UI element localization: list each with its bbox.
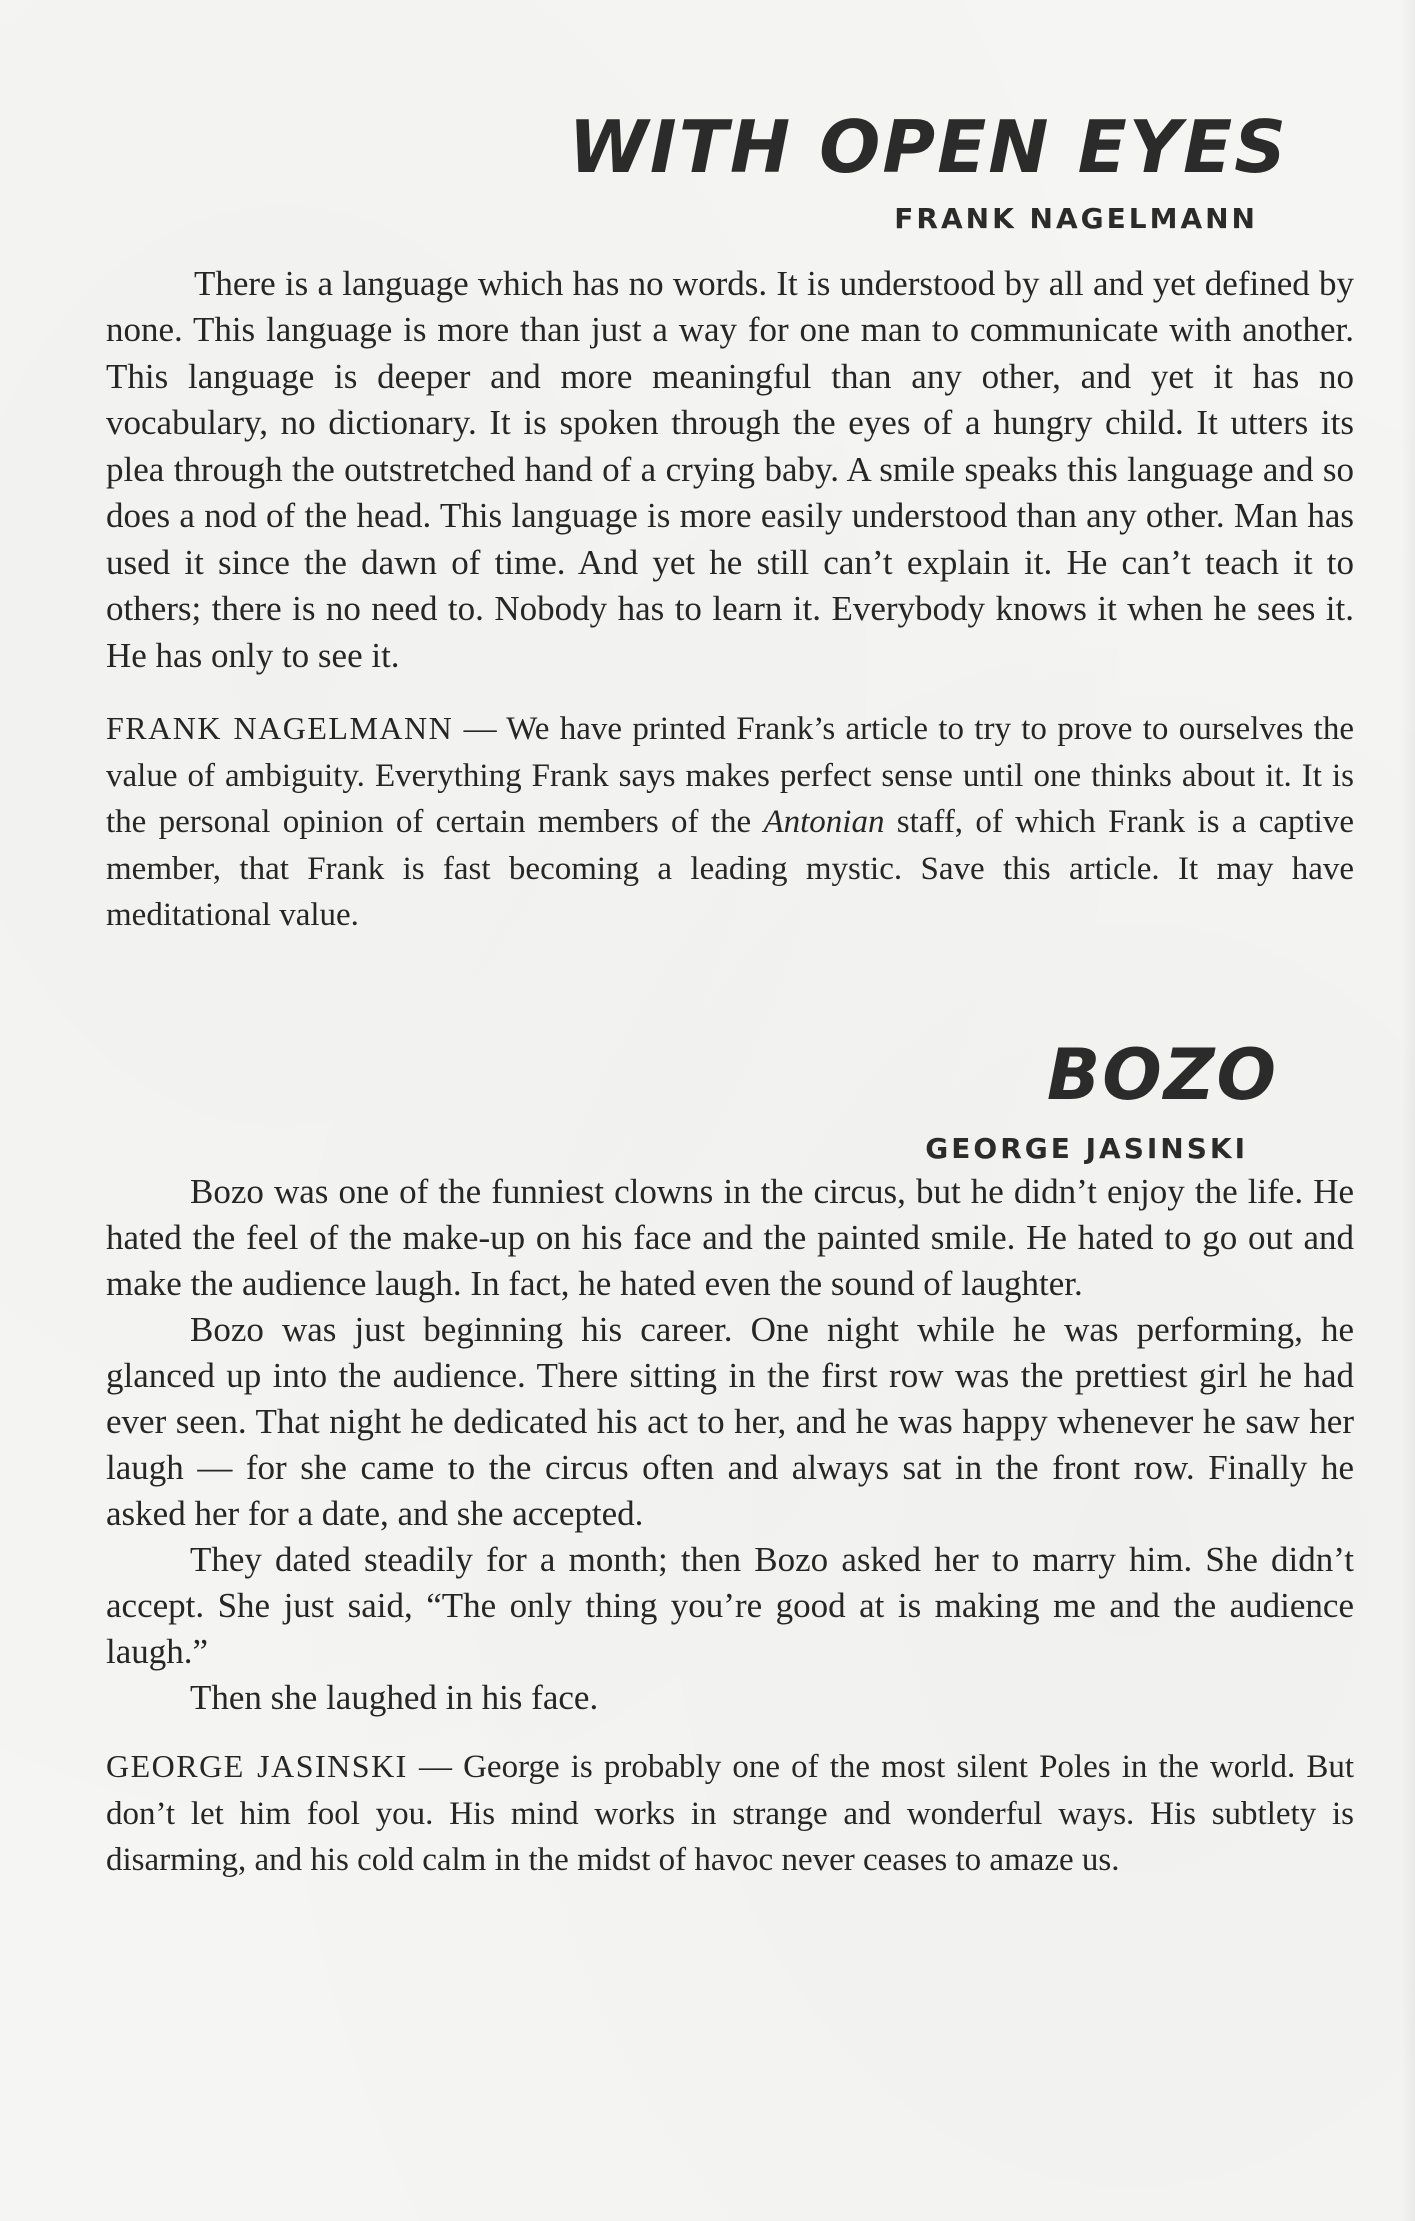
page-content <box>106 105 1355 1884</box>
author-bio <box>106 705 1354 939</box>
article-paragraph: Then she laughed in his face. <box>190 1678 599 1718</box>
article-paragraph: Bozo was one of the funniest clowns in the circus, but he didn’t enjoy the life. He hated the feel of the make-up on his face and the painted smile. He hated to go out and make the audience laugh. In fact, he hated even the sound of laughter. <box>106 1172 1354 1304</box>
article-body: There is a language which has no words. It is understood by all and yet defined by none. This language is more than just a way for one man to communicate with another. This language is deeper and more meaningful than any other, and yet it has no vocabulary, no dictionary. It is spoken through the eyes of a hungry child. It utters its plea through the outstretched hand of a crying baby. A smile speaks this language and so does a nod of the head. This language is more easily understood than any other. Man has used it since the dawn of time. And yet he still can’t explain it. He can’t teach it to others; there is no need to. Nobody has to learn it. Everybody knows it when he sees it. He has only to see it. <box>106 263 1354 675</box>
article-with-open-eyes <box>106 105 1354 939</box>
author-bio-text-2: staff, of which Frank is a captive member, that Frank is fast becoming a leading mystic. Save this article. It may have meditational value. <box>106 804 1354 934</box>
author-bio-text-1: — We have printed Frank’s article to try to prove to ourselves the value of ambiguity. Everything Frank says makes perfect sense until one thinks about it. It is the personal opinion of certain members of the <box>106 711 1354 841</box>
author-bio-name: GEORGE JASINSKI <box>106 1748 408 1785</box>
page-edge-shadow <box>1401 0 1415 2221</box>
author-bio-name: FRANK NAGELMANN <box>106 710 454 747</box>
author-bio <box>106 1743 1354 1884</box>
author-bio-text: — George is probably one of the most silent Poles in the world. But don’t let him fool you. His mind works in strange and wonderful ways. His subtlety is disarming, and his cold calm in the midst of havoc never ceases to amaze us. <box>106 1749 1355 1879</box>
publication-name: Antonian <box>763 804 885 841</box>
article-title: BOZO <box>1046 1033 1278 1116</box>
article-title: WITH OPEN EYES <box>568 105 1288 189</box>
article-bozo <box>106 1033 1355 1884</box>
article-author: GEORGE JASINSKI <box>925 1132 1248 1166</box>
article-paragraph: They dated steadily for a month; then Bozo asked her to marry him. She didn’t accept. She just said, “The only thing you’re good at is making me and the audience laugh.” <box>106 1540 1354 1672</box>
article-author: FRANK NAGELMANN <box>894 201 1258 235</box>
article-paragraph: Bozo was just beginning his career. One night while he was performing, he glanced up into the audience. There sitting in the first row was the prettiest girl he had ever seen. That night he dedicated his act to her, and he was happy whenever he saw her laugh — for she came to the circus often and always sat in the front row. Finally he asked her for a date, and she accepted. <box>106 1310 1354 1534</box>
